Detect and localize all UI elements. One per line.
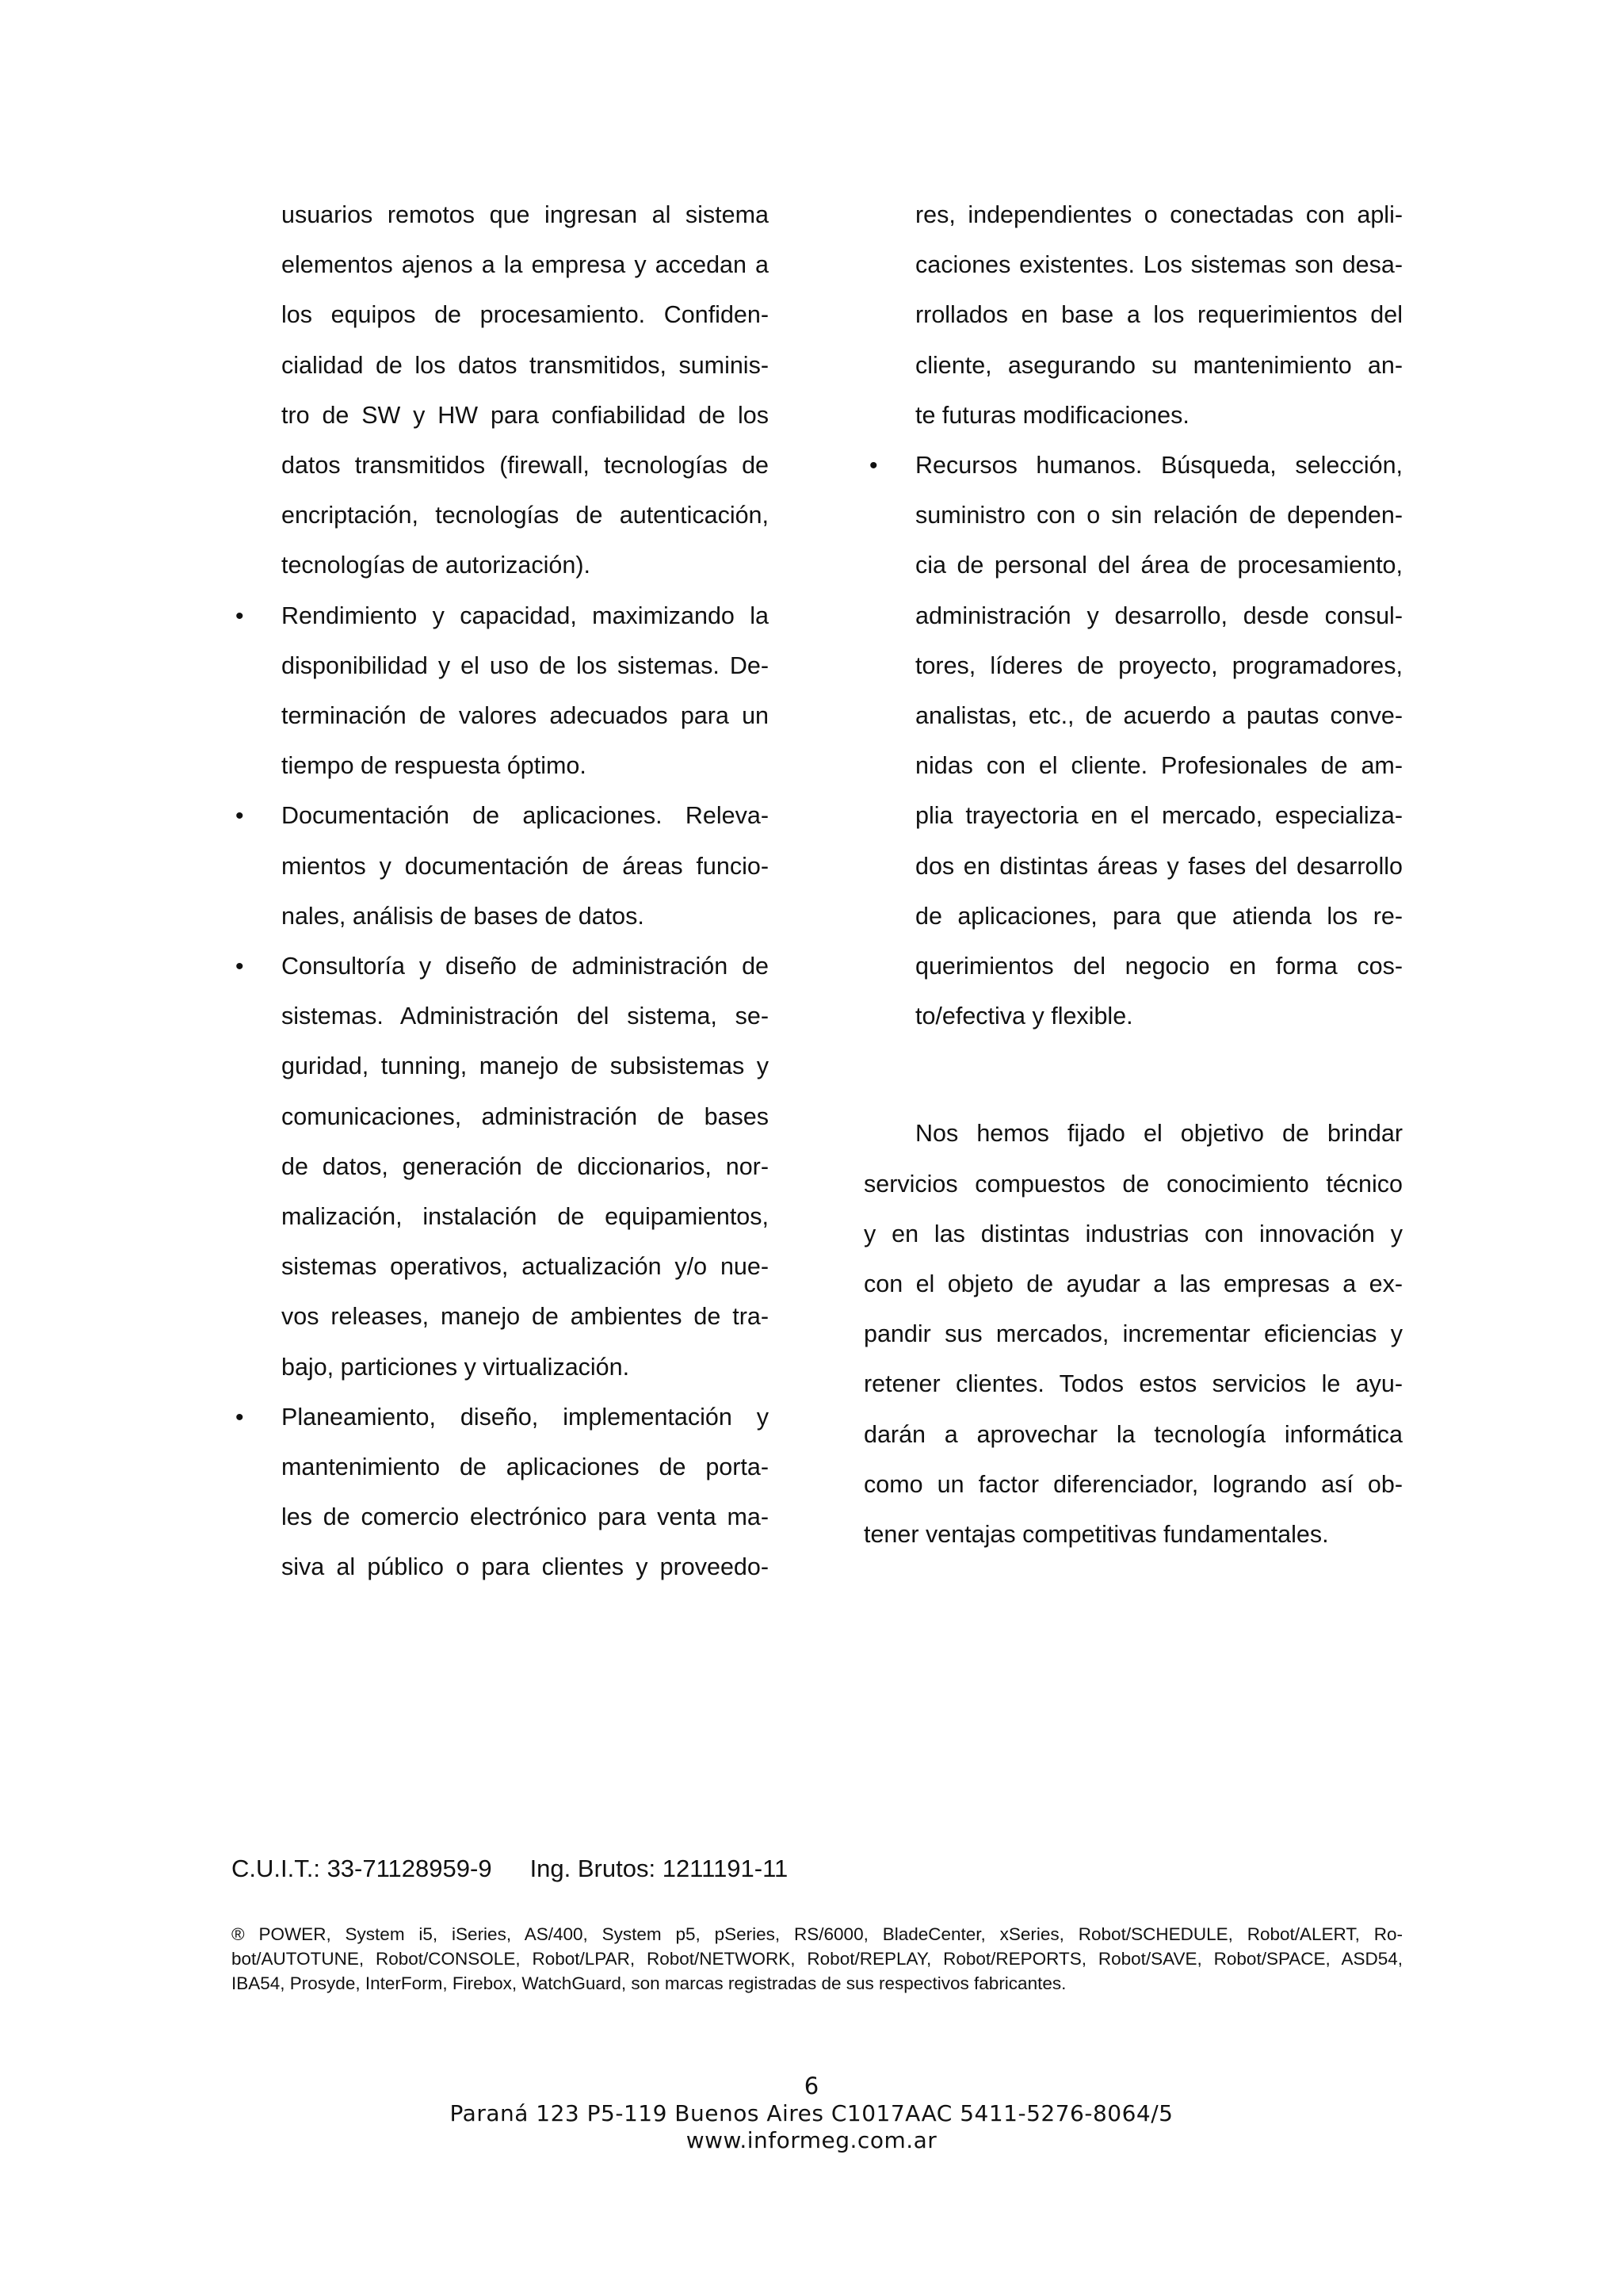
text-line: siva al público o para clientes y proveedo- [281,1553,769,1581]
trademarks-notice [231,1922,1403,1996]
text-line: terminación de valores adecuados para un [281,702,769,730]
text-line: Planeamiento, diseño, implementación y [281,1403,769,1431]
text-line: caciones existentes. Los sistemas son desa- [915,251,1403,279]
text-line: mientos y documentación de áreas funcio- [281,852,769,880]
bullet-item-documentacion [235,791,769,841]
company-website: www.informeg.com.ar [685,2127,938,2153]
text-line: Recursos humanos. Búsqueda, selección, [915,452,1403,479]
company-address: Paraná 123 P5-119 Buenos Aires C1017AAC 5411-5276-8064/5 [449,2100,1174,2126]
text-line: malización, instalación de equipamientos, [281,1203,769,1231]
bullet-item-consultoria [235,942,769,991]
trademarks-line: ® POWER, System i5, iSeries, AS/400, System p5, pSeries, RS/6000, BladeCenter, xSeries, Robot/SCHEDULE, Robot/ALERT, Ro- [231,1924,1403,1944]
text-line: tores, líderes de proyecto, programadores, [915,651,1403,679]
bullet-icon: • [869,453,878,479]
text-line: Rendimiento y capacidad, maximizando la [281,602,769,629]
text-line: encriptación, tecnologías de autenticación, [281,502,769,529]
text-line: Nos hemos fijado el objetivo de brindar [915,1120,1403,1148]
bullet-icon: • [235,602,244,629]
text-line: retener clientes. Todos estos servicios le ayu- [864,1370,1403,1398]
trademarks-line: bot/AUTOTUNE, Robot/CONSOLE, Robot/LPAR, Robot/NETWORK, Robot/REPLAY, Robot/REPORTS, Robot/SAVE, Robot/SPACE, ASD54, [231,1949,1403,1969]
text-line: bajo, particiones y virtualización. [281,1353,630,1381]
text-line: Consultoría y diseño de administración de [281,953,769,980]
text-line: pandir sus mercados, incrementar eficiencias y [864,1320,1403,1348]
text-line: analistas, etc., de acuerdo a pautas conve- [915,702,1403,730]
text-line: cia de personal del área de procesamiento, [915,552,1403,579]
company-address-block [0,2100,1623,2154]
text-line: tener ventajas competitivas fundamentales. [864,1521,1329,1549]
text-line: mantenimiento de aplicaciones de porta- [281,1454,769,1481]
trademarks-line: IBA54, Prosyde, InterForm, Firebox, WatchGuard, son marcas registradas de sus respectivos fabricantes. [231,1973,1067,1993]
text-line: sistemas. Administración del sistema, se- [281,1003,769,1030]
text-line: de datos, generación de diccionarios, nor- [281,1152,769,1180]
tax-id-line [231,1855,788,1883]
text-line: les de comercio electrónico para venta ma- [281,1503,769,1531]
bullet-item-rendimiento [235,591,769,641]
text-line: suministro con o sin relación de dependen- [915,502,1403,529]
bullet-icon: • [235,803,244,830]
text-line: disponibilidad y el uso de los sistemas. De- [281,651,769,679]
text-line: como un factor diferenciador, logrando así ob- [864,1470,1403,1498]
text-line: rrollados en base a los requerimientos del [915,301,1403,329]
text-line: vos releases, manejo de ambientes de tra- [281,1303,769,1331]
text-line: elementos ajenos a la empresa y accedan a [281,251,769,279]
text-line: guridad, tunning, manejo de subsistemas y [281,1052,769,1080]
ing-brutos-number: Ing. Brutos: 1211191-11 [529,1855,789,1882]
paragraph-spacer [864,1041,1403,1109]
right-column [864,190,1403,1560]
text-line: tro de SW y HW para confiabilidad de los [281,401,769,429]
text-line: querimientos del negocio en forma cos- [915,953,1403,980]
text-line: darán a aprovechar la tecnología informática [864,1420,1403,1448]
text-line: cliente, asegurando su mantenimiento an- [915,351,1403,379]
bullet-item-recursos-humanos [864,441,1403,491]
text-line: administración y desarrollo, desde consul- [915,602,1403,629]
closing-paragraph [864,1109,1403,1560]
text-line: y en las distintas industrias con innovación y [864,1220,1403,1247]
text-line: usuarios remotos que ingresan al sistema [281,201,769,228]
text-line: to/efectiva y flexible. [915,1003,1133,1030]
text-line: dos en distintas áreas y fases del desarrollo [915,852,1403,880]
text-line: de aplicaciones, para que atienda los re- [915,902,1403,930]
text-line: nales, análisis de bases de datos. [281,902,644,930]
bullet-item-planeamiento [235,1392,769,1442]
text-line: te futuras modificaciones. [915,401,1190,429]
text-line: servicios compuestos de conocimiento técnico [864,1170,1403,1198]
text-line: tiempo de respuesta óptimo. [281,752,586,780]
text-line: tecnologías de autorización). [281,552,590,579]
text-line: nidas con el cliente. Profesionales de am- [915,752,1403,780]
text-line: datos transmitidos (firewall, tecnologías de [281,452,769,479]
left-column [235,190,769,1593]
text-line: cialidad de los datos transmitidos, suminis- [281,351,769,379]
page-number: 6 [804,2073,819,2099]
text-line: con el objeto de ayudar a las empresas a ex- [864,1270,1403,1298]
text-line: los equipos de procesamiento. Confiden- [281,301,769,329]
text-line: Documentación de aplicaciones. Releva- [281,802,769,830]
text-line: sistemas operativos, actualización y/o nue- [281,1253,769,1281]
bullet-icon: • [235,953,244,980]
text-line: plia trayectoria en el mercado, especializa- [915,802,1403,830]
text-line: res, independientes o conectadas con apli- [915,201,1403,228]
text-line: comunicaciones, administración de bases [281,1102,769,1130]
bullet-icon: • [235,1404,244,1431]
cuit-number: C.U.I.T.: 33-71128959-9 [231,1855,492,1882]
